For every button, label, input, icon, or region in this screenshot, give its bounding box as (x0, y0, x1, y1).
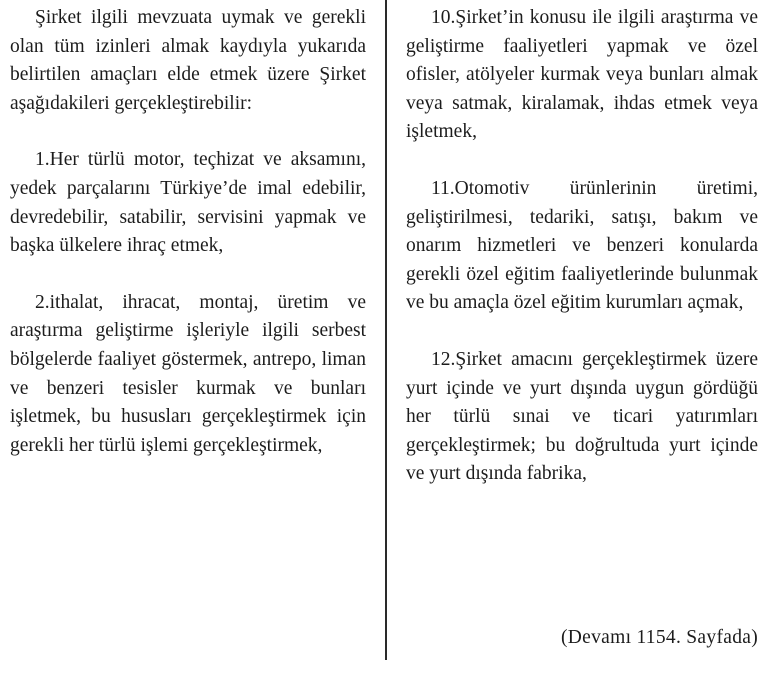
item-10-paragraph: 10.Şirket’in konusu ile ilgili araştırma ve geliştirme faaliyetleri yapmak ve özel ofisler, atölyeler kurmak veya bunları almak veya satmak, kiralamak, ihdas etmek veya işletmek, (406, 7, 758, 143)
item-11-paragraph: 11.Otomotiv ürünlerinin üretimi, geliştirilmesi, tedariki, satışı, bakım ve onarım hizmetleri ve benzeri konularda gerekli özel eğitim faaliyetlerinde bulunmak ve bu amaçla özel eğitim kurumları açmak, (406, 177, 758, 314)
right-column (406, 4, 758, 489)
item-2-paragraph: 2.ithalat, ihracat, montaj, üretim ve araştırma geliştirme işleriyle ilgili serbest bölgelerde faaliyet göstermek, antrepo, liman ve benzeri tesisler kurmak ve bunları işletmek, bu hususları gerçekleştirmek için gerekli her türlü işlemi gerçekleştirmek, (10, 291, 366, 456)
left-column (10, 4, 366, 460)
item-1-paragraph: 1.Her türlü motor, teçhizat ve aksamını, yedek parçalarını Türkiye’de imal edebilir, devredebilir, satabilir, servisini yapmak ve başka ülkelere ihraç etmek, (10, 149, 366, 257)
continued-note: (Devamı 1154. Sayfada) (560, 627, 758, 648)
column-divider (385, 0, 387, 660)
item-12-paragraph: 12.Şirket amacını gerçekleştirmek üzere yurt içinde ve yurt dışında uygun gördüğü her türlü sınai ve ticari yatırımları gerçekleştirmek; bu doğrultuda yurt içinde ve yurt dışında fabrika, (406, 348, 758, 485)
intro-paragraph: Şirket ilgili mevzuata uymak ve gerekli olan tüm izinleri almak kaydıyla yukarıda belirtilen amaçları elde etmek üzere Şirket aşağıdakileri gerçekleştirebilir: (10, 7, 366, 114)
